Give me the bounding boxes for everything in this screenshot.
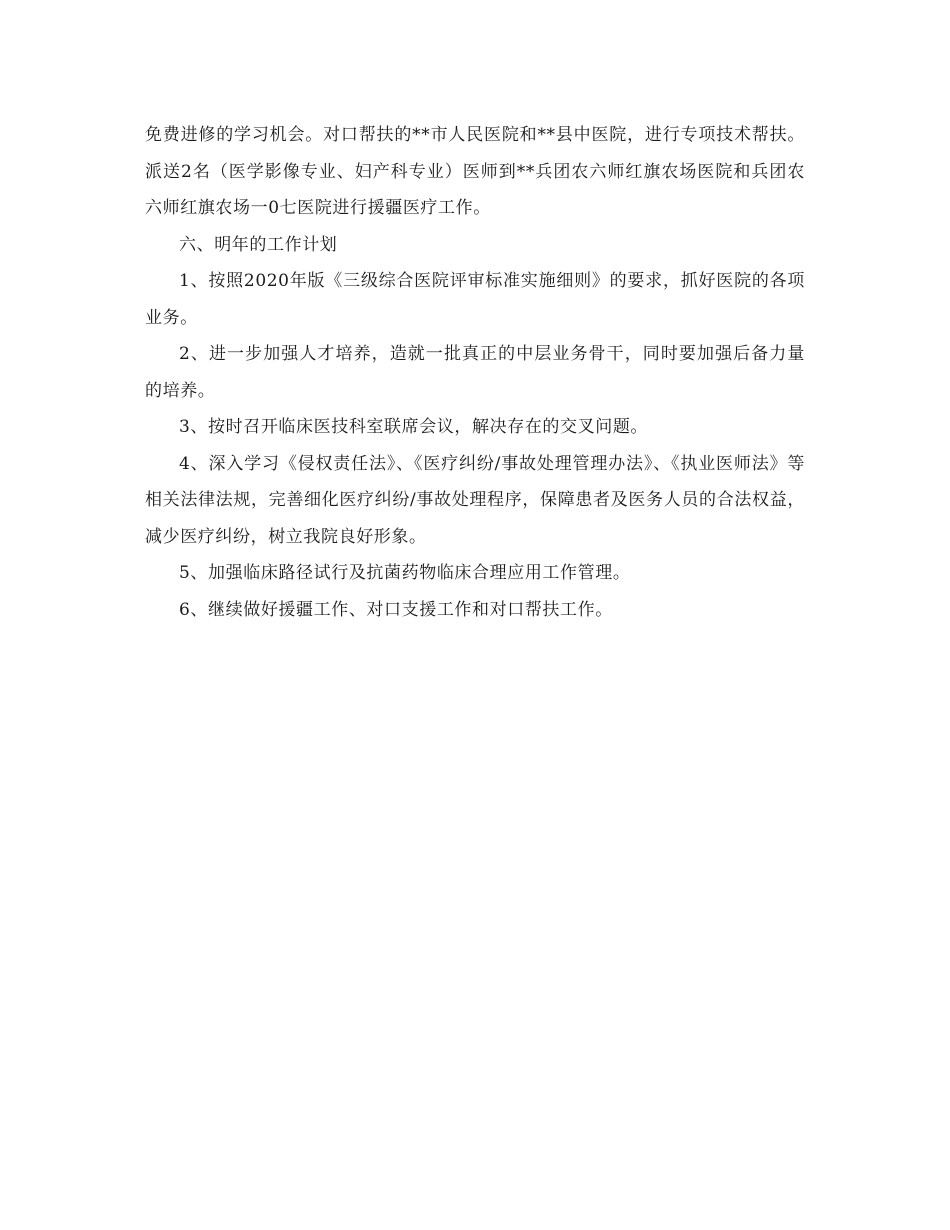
section-heading-next-year-plan: 六、明年的工作计划: [179, 234, 338, 255]
paragraph-continuation: 免费进修的学习机会。对口帮扶的**市人民医院和**县中医院，进行专项技术帮扶。派送2名（医学影像专业、妇产科专业）医师到**兵团农六师红旗农场医院和兵团农六师红旗农场一0七医院进行援疆医疗工作。: [145, 125, 805, 218]
plan-item-2: 2、进一步加强人才培养，造就一批真正的中层业务骨干，同时要加强后备力量的培养。: [145, 344, 805, 401]
plan-item-1: 1、按照2020年版《三级综合医院评审标准实施细则》的要求，抓好医院的各项业务。: [145, 271, 805, 328]
document-body: [145, 117, 805, 628]
plan-item-3: 3、按时召开临床医技科室联席会议，解决存在的交叉问题。: [179, 417, 649, 437]
plan-item-6: 6、继续做好援疆工作、对口支援工作和对口帮扶工作。: [179, 599, 613, 620]
plan-item-4: 4、深入学习《侵权责任法》、《医疗纠纷/事故处理管理办法》、《执业医师法》等相关法律法规，完善细化医疗纠纷/事故处理程序，保障患者及医务人员的合法权益，减少医疗纠纷，树立我院良好形象。: [145, 453, 805, 547]
plan-item-5: 5、加强临床路径试行及抗菌药物临床合理应用工作管理。: [179, 563, 631, 583]
